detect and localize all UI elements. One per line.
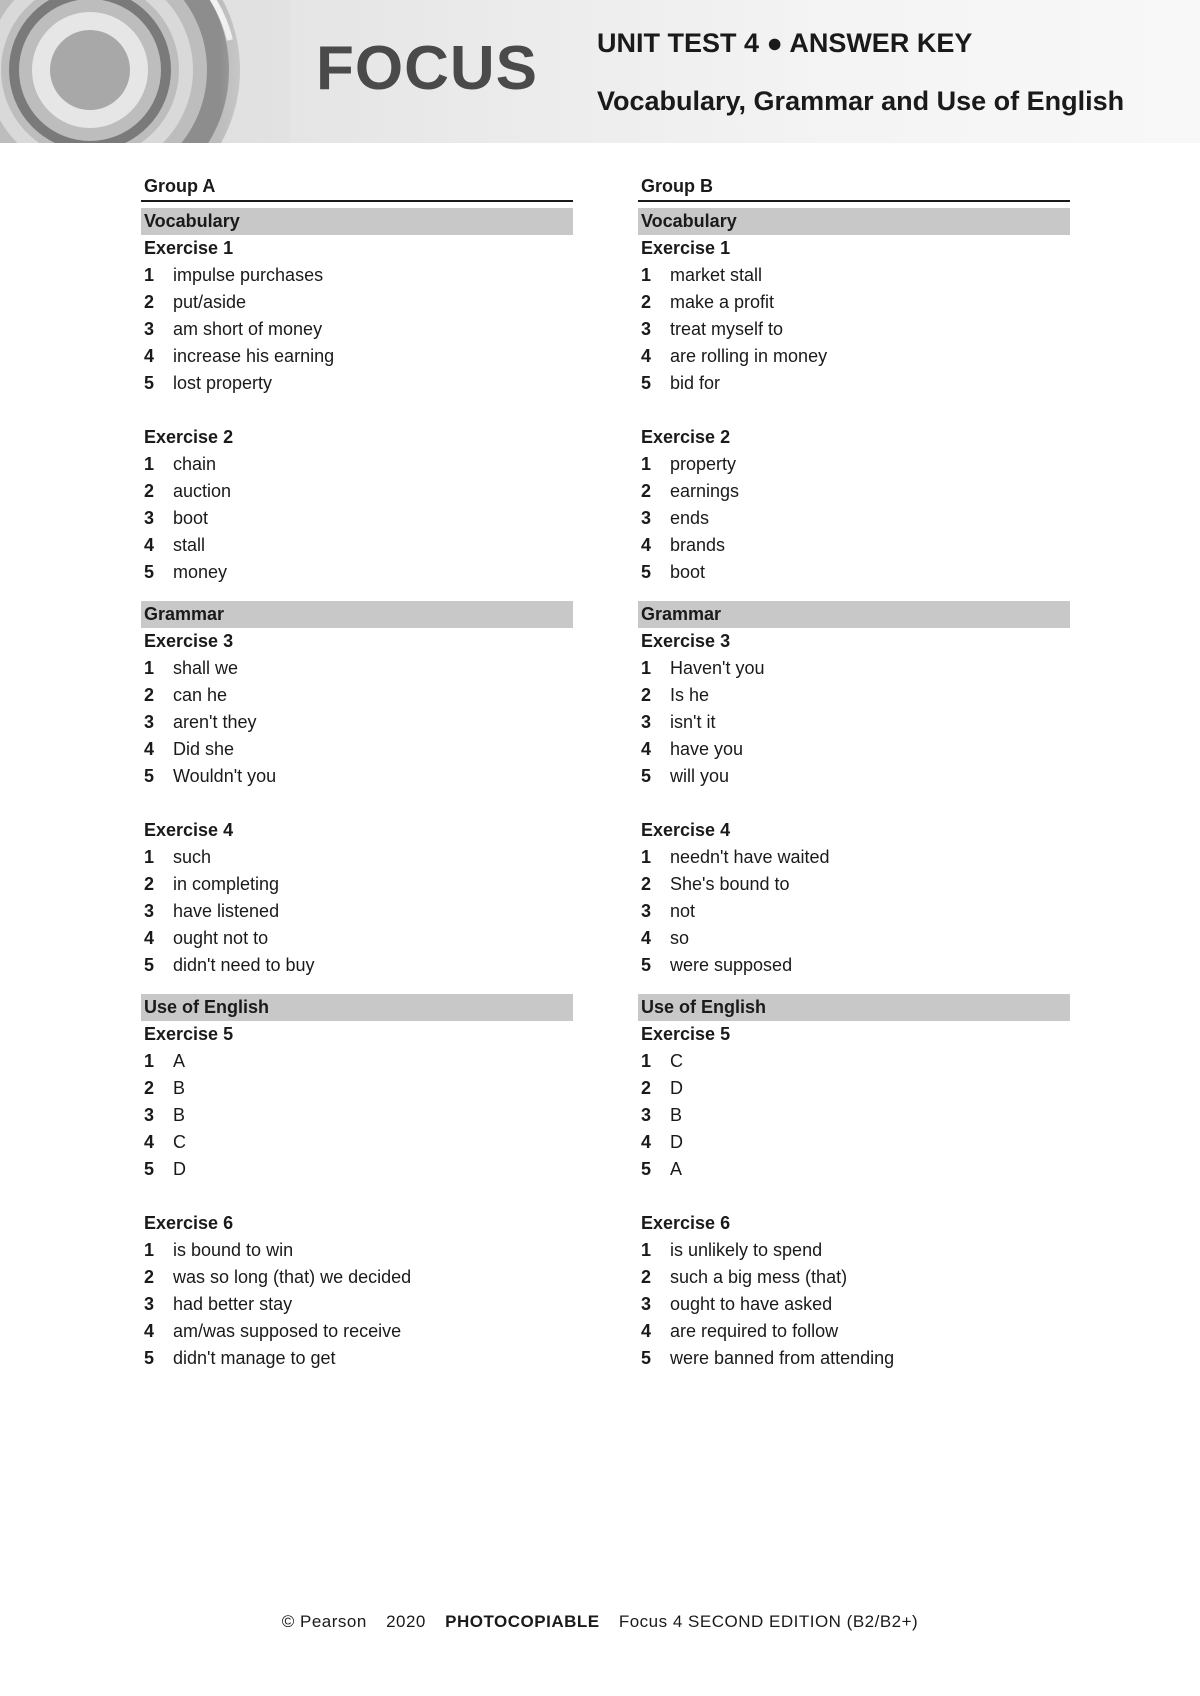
answer-item: 4 D	[641, 1132, 683, 1152]
answer-item: 1 A	[144, 1051, 186, 1071]
answer-item: 2 Is he	[641, 685, 710, 705]
answer-item: 3 B	[641, 1105, 683, 1125]
answer-item: 5 boot	[641, 562, 706, 582]
exercise-title: Exercise 2	[641, 427, 731, 447]
answer-item: 1 impulse purchases	[144, 265, 324, 285]
group-b-column	[638, 172, 1070, 1372]
page-subtitle: Vocabulary, Grammar and Use of English	[597, 86, 1125, 116]
group-title: Group A	[141, 172, 573, 202]
exercise-title: Exercise 6	[641, 1213, 731, 1233]
answer-item: 5 were supposed	[641, 955, 793, 975]
section-use-of-english: Use of English	[638, 994, 1070, 1021]
answer-item: 5 A	[641, 1159, 683, 1179]
answer-item: 1 shall we	[144, 658, 239, 678]
answer-item: 3 boot	[144, 508, 209, 528]
answer-item: 3 had better stay	[144, 1294, 293, 1314]
answer-item: 2 put/aside	[144, 292, 247, 312]
answer-item: 5 will you	[641, 766, 730, 786]
answer-item: 5 didn't manage to get	[144, 1348, 336, 1368]
answer-item: 3 not	[641, 901, 696, 921]
answer-item: 5 lost property	[144, 373, 273, 393]
answer-item: 4 stall	[144, 535, 206, 555]
exercise-title: Exercise 4	[641, 820, 731, 840]
answer-item: 3 am short of money	[144, 319, 323, 339]
answer-item: 1 such	[144, 847, 212, 867]
section-vocabulary: Vocabulary	[141, 208, 573, 235]
answer-item: 4 have you	[641, 739, 744, 759]
answer-item: 4 ought not to	[144, 928, 269, 948]
answer-item: 2 She's bound to	[641, 874, 790, 894]
page-header	[0, 0, 1200, 143]
answer-item: 4 are required to follow	[641, 1321, 839, 1341]
answer-item: 2 in completing	[144, 874, 280, 894]
group-a-column	[141, 172, 573, 1372]
footer-photocopiable: PHOTOCOPIABLE	[445, 1612, 600, 1631]
exercise-title: Exercise 6	[144, 1213, 234, 1233]
section-vocabulary: Vocabulary	[638, 208, 1070, 235]
answer-item: 4 so	[641, 928, 690, 948]
section-grammar: Grammar	[141, 601, 573, 628]
answer-item: 5 money	[144, 562, 228, 582]
answer-item: 1 is bound to win	[144, 1240, 294, 1260]
answer-item: 1 market stall	[641, 265, 763, 285]
answer-item: 2 B	[144, 1078, 186, 1098]
answer-item: 4 brands	[641, 535, 726, 555]
answer-item: 5 bid for	[641, 373, 721, 393]
footer-year: 2020	[386, 1612, 426, 1631]
exercise-title: Exercise 4	[144, 820, 234, 840]
answer-item: 1 chain	[144, 454, 217, 474]
answer-item: 3 isn't it	[641, 712, 716, 732]
answer-item: 5 didn't need to buy	[144, 955, 315, 975]
answer-item: 3 treat myself to	[641, 319, 784, 339]
answer-item: 4 am/was supposed to receive	[144, 1321, 402, 1341]
answer-item: 2 can he	[144, 685, 228, 705]
answer-item: 1 is unlikely to spend	[641, 1240, 823, 1260]
answer-item: 5 D	[144, 1159, 186, 1179]
answer-item: 1 Haven't you	[641, 658, 765, 678]
answer-item: 3 ends	[641, 508, 710, 528]
answer-item: 4 Did she	[144, 739, 235, 759]
answer-item: 2 make a profit	[641, 292, 775, 312]
answer-item: 3 ought to have asked	[641, 1294, 833, 1314]
answer-item: 1 C	[641, 1051, 683, 1071]
answer-item: 4 increase his earning	[144, 346, 335, 366]
exercise-title: Exercise 1	[144, 238, 234, 258]
footer-edition: Focus 4 SECOND EDITION (B2/B2+)	[618, 1612, 919, 1631]
answer-item: 4 C	[144, 1132, 186, 1152]
answer-item: 2 D	[641, 1078, 683, 1098]
section-grammar: Grammar	[638, 601, 1070, 628]
group-title: Group B	[638, 172, 1070, 202]
answer-item: 5 Wouldn't you	[144, 766, 277, 786]
answer-item: 5 were banned from attending	[641, 1348, 895, 1368]
exercise-title: Exercise 3	[641, 631, 731, 651]
answer-item: 1 property	[641, 454, 737, 474]
exercise-title: Exercise 1	[641, 238, 731, 258]
exercise-title: Exercise 5	[144, 1024, 234, 1044]
focus-logo: FOCUS	[316, 34, 538, 103]
answer-item: 4 are rolling in money	[641, 346, 828, 366]
section-use-of-english: Use of English	[141, 994, 573, 1021]
answer-item: 3 aren't they	[144, 712, 257, 732]
footer-copyright: © Pearson	[281, 1612, 367, 1631]
page-title: UNIT TEST 4 ● ANSWER KEY	[597, 28, 973, 58]
answer-item: 1 needn't have waited	[641, 847, 830, 867]
focus-logo-graphic	[0, 0, 290, 143]
page-footer	[0, 1612, 1200, 1632]
answer-item: 2 was so long (that) we decided	[144, 1267, 412, 1287]
answer-item: 2 earnings	[641, 481, 740, 501]
exercise-title: Exercise 3	[144, 631, 234, 651]
answer-item: 3 have listened	[144, 901, 280, 921]
exercise-title: Exercise 5	[641, 1024, 731, 1044]
answer-item: 2 such a big mess (that)	[641, 1267, 848, 1287]
answer-item: 2 auction	[144, 481, 232, 501]
answer-item: 3 B	[144, 1105, 186, 1125]
exercise-title: Exercise 2	[144, 427, 234, 447]
